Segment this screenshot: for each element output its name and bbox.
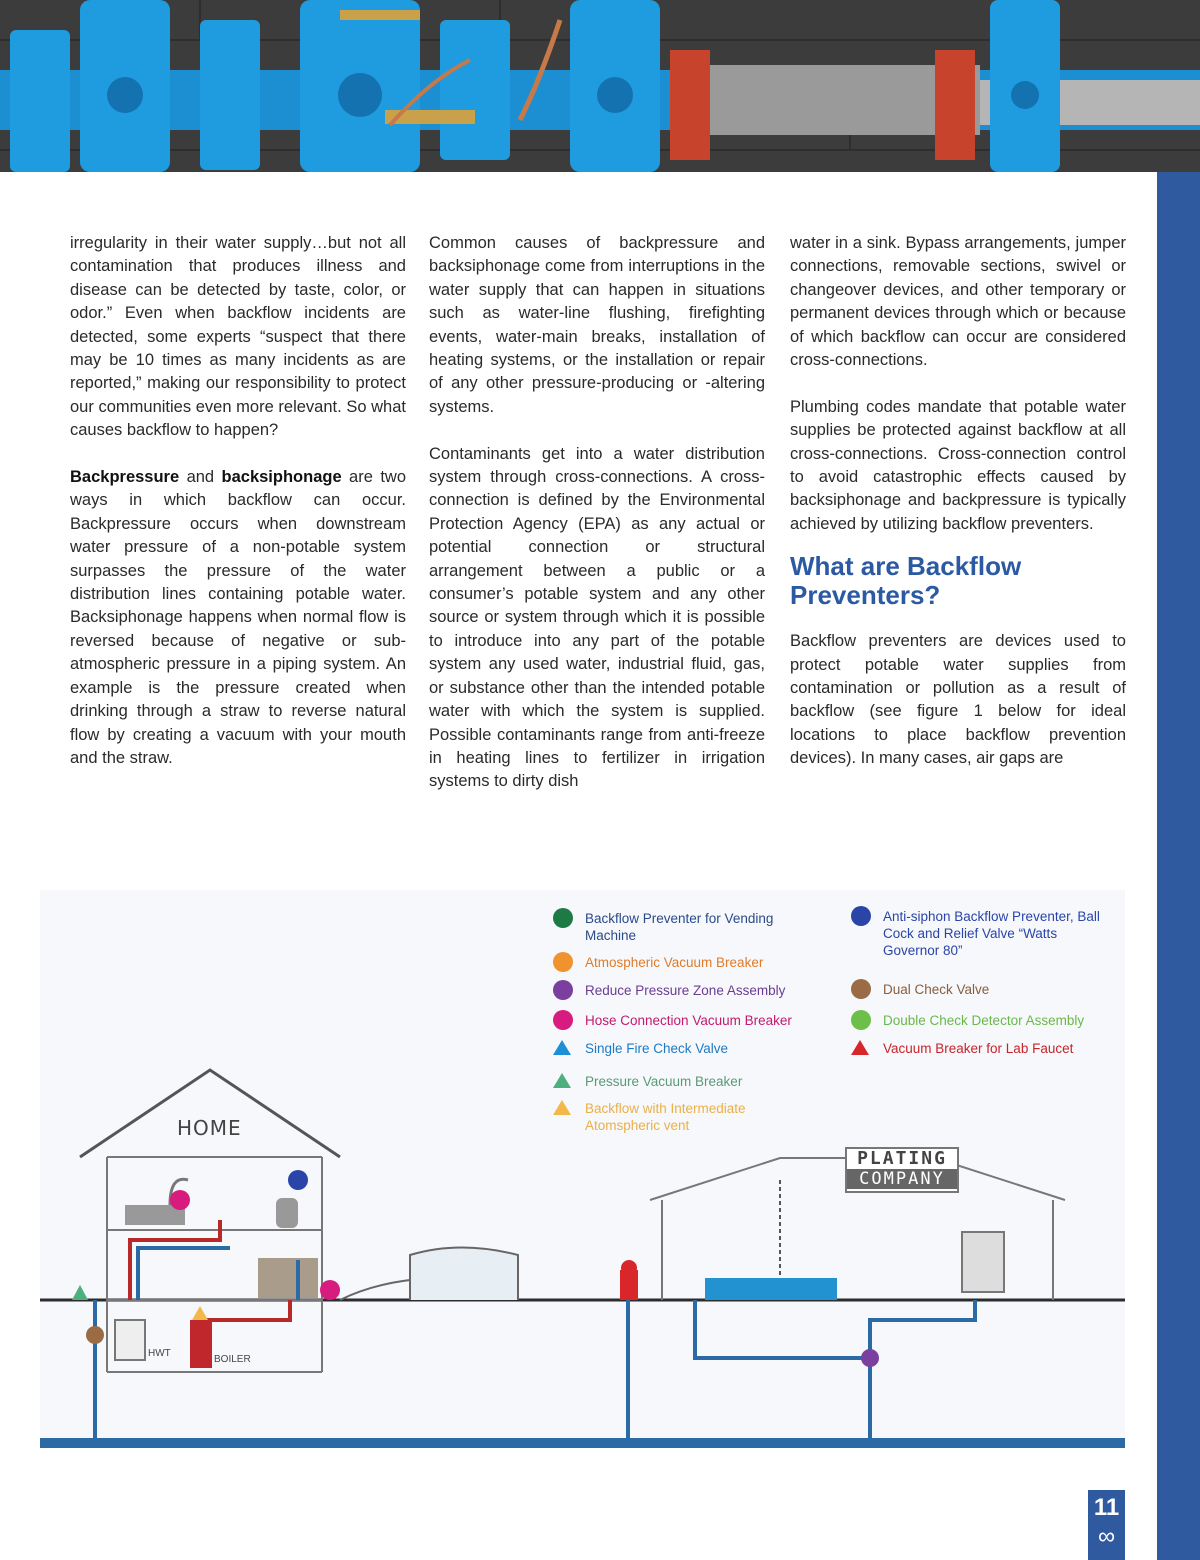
hwt-label: HWT <box>148 1348 171 1359</box>
right-accent-bar <box>1157 172 1200 1560</box>
legend-hose-connection-vacuum-breaker <box>585 1012 825 1029</box>
col2-paragraph-1: Common causes of backpressure and backsiphonage come from interruptions in the water supply that can happen in situations such as water-line flushing, firefighting events, water-main breaks, installation of heating systems, or the installation or repair of any other pressure-producing or -altering systems. <box>429 234 765 416</box>
legend-atmospheric-vacuum-breaker <box>585 954 815 971</box>
light-green-dot-icon <box>851 1010 871 1030</box>
col1-paragraph-2-rest: are two ways in which backflow can occur. Backpressure occurs when downstream water pressure of a non-potable system surpasses the pressure of the water distribution lines containing potable water. Backsiphonage happens when normal flow is reversed because of negative or sub-atmospheric pressure in a piping system. An example is the pressure created when drinking through a straw to reverse natural flow by creating a vacuum with your mouth and the straw. <box>70 468 406 767</box>
green-dot-icon <box>553 908 573 928</box>
legend-label: Pressure Vacuum Breaker <box>585 1074 743 1089</box>
blue-dot-icon <box>851 906 871 926</box>
legend-lab-faucet-vacuum-breaker <box>883 1040 1113 1057</box>
legend-double-check-detector <box>883 1012 1113 1029</box>
legend-label: Reduce Pressure Zone Assembly <box>585 983 786 998</box>
purple-dot-icon <box>553 980 573 1000</box>
page-number-badge <box>1088 1490 1125 1560</box>
legend-label: Hose Connection Vacuum Breaker <box>585 1013 792 1028</box>
legend-label: Vacuum Breaker for Lab Faucet <box>883 1041 1074 1056</box>
plating-sign-line1: PLATING <box>857 1148 947 1169</box>
term-backpressure: Backpressure <box>70 468 180 487</box>
legend-label: Backflow Preventer for Vending Machine <box>585 911 774 943</box>
section-heading: What are Backflow Preventers? <box>790 551 1022 611</box>
orange-dot-icon <box>553 952 573 972</box>
legend-intermediate-atmospheric-vent <box>585 1100 785 1134</box>
col1-paragraph-1: irregularity in their water supply…but not all contamination that produces illness and disease can be detected by taste, color, or odor.” Even when backflow incidents are detected, some experts “suspect that there may be 10 times as many incidents as are reported,” making our responsibility to protect our communities even more relevant. So what causes backflow to happen? <box>70 234 406 440</box>
legend-label: Atmospheric Vacuum Breaker <box>585 955 764 970</box>
home-label: HOME <box>177 1116 242 1140</box>
col3-paragraph-2: Plumbing codes mandate that potable water supplies be protected against backflow at all cross-connections. Cross-connection control to avoid catastrophic effects caused by backsiphonage and backpressure is typically achieved by utilizing backflow preventers. <box>790 397 1126 533</box>
text-column-2 <box>429 232 765 817</box>
legend-label: Single Fire Check Valve <box>585 1041 729 1056</box>
blue-triangle-icon <box>553 1040 571 1055</box>
col2-paragraph-2: Contaminants get into a water distribution system through cross-connections. A cross-connection is defined by the Environmental Protection Agency (EPA) as any actual or potential connection or structural arrangement between a public or a consumer’s potable system and any other source or system through which it is possible to introduce into any part of the potable system any used water, industrial fluid, gas, or substance other than the intended potable water with which the system is supplied. Possible contaminants range from anti-freeze in heating lines to fertilizer in irrigation systems to dirty dish <box>429 444 765 791</box>
plating-company-sign <box>845 1147 959 1193</box>
legend-label: Anti-siphon Backflow Preventer, Ball Cock and Relief Valve “Watts Governor 80” <box>883 909 1100 958</box>
diagram-drawing <box>40 880 1125 1460</box>
legend-dual-check-valve <box>883 981 1113 998</box>
col1-and: and <box>179 468 222 487</box>
legend-label: Dual Check Valve <box>883 982 990 997</box>
legend-vending-machine <box>585 910 785 944</box>
hero-image-backflow-valves <box>0 0 1200 172</box>
yellow-triangle-icon <box>553 1100 571 1115</box>
term-backsiphonage: backsiphonage <box>221 468 342 487</box>
infinity-icon: ∞ <box>1097 1523 1116 1550</box>
col3-paragraph-1: water in a sink. Bypass arrangements, jumper connections, removable sections, swivel or changeover devices, and other temporary or permanent devices through which or because of which backflow can occur are considered cross-connections. <box>790 234 1126 370</box>
legend-single-fire-check-valve <box>585 1040 825 1057</box>
red-triangle-icon <box>851 1040 869 1055</box>
page-number: 11 <box>1093 1494 1120 1521</box>
backflow-locations-figure <box>40 880 1125 1460</box>
magenta-dot-icon <box>553 1010 573 1030</box>
legend-label: Backflow with Intermediate Atomspheric vent <box>585 1101 746 1133</box>
brown-dot-icon <box>851 979 871 999</box>
text-column-1 <box>70 232 406 794</box>
legend-label: Double Check Detector Assembly <box>883 1013 1085 1028</box>
col3-paragraph-3: Backflow preventers are devices used to protect potable water supplies from contamination or pollution as a result of backflow (see figure 1 below for ideal locations to place backflow prevention devices). In many cases, air gaps are <box>790 632 1126 768</box>
col1-paragraph-2 <box>70 466 406 770</box>
green-triangle-icon <box>553 1073 571 1088</box>
legend-reduce-pressure-zone <box>585 982 825 999</box>
text-column-3 <box>790 232 1126 794</box>
legend-anti-siphon <box>883 908 1108 959</box>
legend-pressure-vacuum-breaker <box>585 1073 825 1090</box>
plating-sign-line2: COMPANY <box>847 1169 957 1189</box>
boiler-label: BOILER <box>214 1354 251 1365</box>
